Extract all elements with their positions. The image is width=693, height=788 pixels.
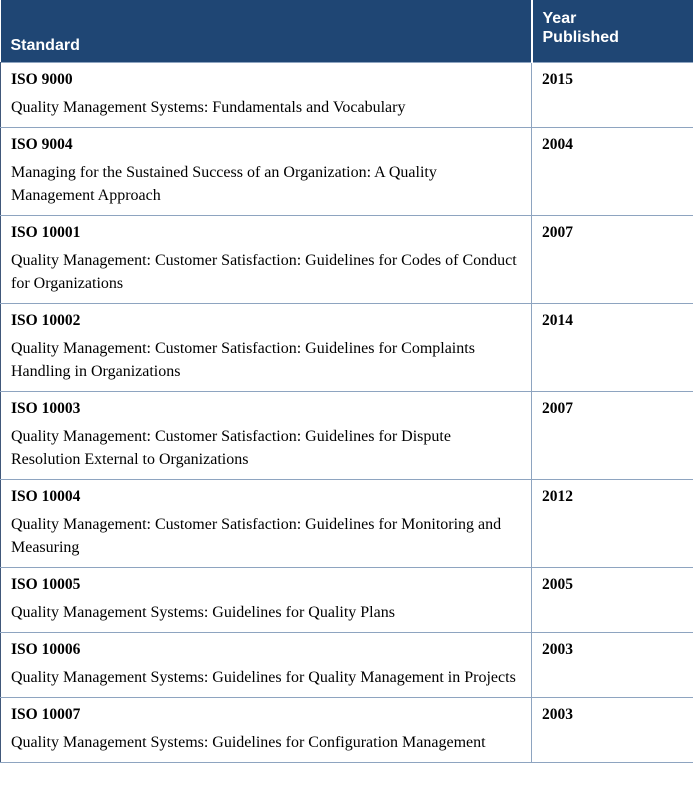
- table-row: [1, 697, 693, 762]
- standard-name: ISO 10002: [11, 311, 81, 329]
- cell-year: [532, 697, 693, 762]
- table-row: [1, 303, 693, 391]
- cell-standard: [1, 303, 532, 391]
- standard-name: ISO 9000: [11, 70, 73, 88]
- cell-standard: [1, 215, 532, 303]
- year-published-value: 2015: [542, 70, 573, 88]
- cell-standard: [1, 127, 532, 215]
- cell-standard: [1, 479, 532, 567]
- column-header-standard: Standard: [1, 0, 532, 62]
- table-row: [1, 391, 693, 479]
- column-header-year-line1: Year: [542, 10, 577, 27]
- standard-description: Quality Management: Customer Satisfaction: Guidelines for Dispute Resolution External to Organizations: [11, 427, 451, 468]
- year-published-value: 2007: [542, 223, 573, 241]
- table-row: [1, 632, 693, 697]
- standard-description: Quality Management Systems: Fundamentals and Vocabulary: [11, 98, 406, 116]
- year-published-value: 2012: [542, 487, 573, 505]
- cell-standard: [1, 391, 532, 479]
- column-header-year: [532, 0, 693, 62]
- year-published-value: 2005: [542, 575, 573, 593]
- standard-name: ISO 10003: [11, 399, 81, 417]
- table-row: [1, 479, 693, 567]
- cell-standard: [1, 62, 532, 127]
- year-published-value: 2014: [542, 311, 573, 329]
- cell-year: [532, 479, 693, 567]
- table-row: [1, 62, 693, 127]
- standard-description: Quality Management: Customer Satisfaction: Guidelines for Codes of Conduct for Organizations: [11, 251, 517, 292]
- cell-standard: [1, 632, 532, 697]
- standard-name: ISO 10001: [11, 223, 81, 241]
- cell-year: [532, 62, 693, 127]
- standard-description: Quality Management Systems: Guidelines for Quality Plans: [11, 603, 395, 621]
- cell-year: [532, 303, 693, 391]
- year-published-value: 2007: [542, 399, 573, 417]
- header-row: [1, 0, 693, 62]
- standard-name: ISO 10005: [11, 575, 81, 593]
- standard-name: ISO 10006: [11, 640, 81, 658]
- table-body: [1, 62, 693, 762]
- table-row: [1, 567, 693, 632]
- cell-year: [532, 567, 693, 632]
- cell-year: [532, 127, 693, 215]
- standard-name: ISO 9004: [11, 135, 73, 153]
- cell-year: [532, 391, 693, 479]
- standard-description: Quality Management: Customer Satisfaction: Guidelines for Monitoring and Measuring: [11, 515, 502, 556]
- cell-standard: [1, 697, 532, 762]
- year-published-value: 2003: [542, 640, 573, 658]
- column-header-year-line2: Published: [542, 29, 619, 46]
- table-row: [1, 127, 693, 215]
- standard-description: Quality Management Systems: Guidelines for Configuration Management: [11, 733, 486, 751]
- year-published-value: 2003: [542, 705, 573, 723]
- cell-year: [532, 215, 693, 303]
- table-header: [1, 0, 693, 62]
- standard-description: Quality Management Systems: Guidelines for Quality Management in Projects: [11, 668, 516, 686]
- standard-name: ISO 10007: [11, 705, 81, 723]
- table-row: [1, 215, 693, 303]
- year-published-value: 2004: [542, 135, 573, 153]
- standard-name: ISO 10004: [11, 487, 81, 505]
- standard-description: Quality Management: Customer Satisfaction: Guidelines for Complaints Handling in Organizations: [11, 339, 475, 380]
- cell-standard: [1, 567, 532, 632]
- cell-year: [532, 632, 693, 697]
- standard-description: Managing for the Sustained Success of an Organization: A Quality Management Approach: [11, 163, 437, 204]
